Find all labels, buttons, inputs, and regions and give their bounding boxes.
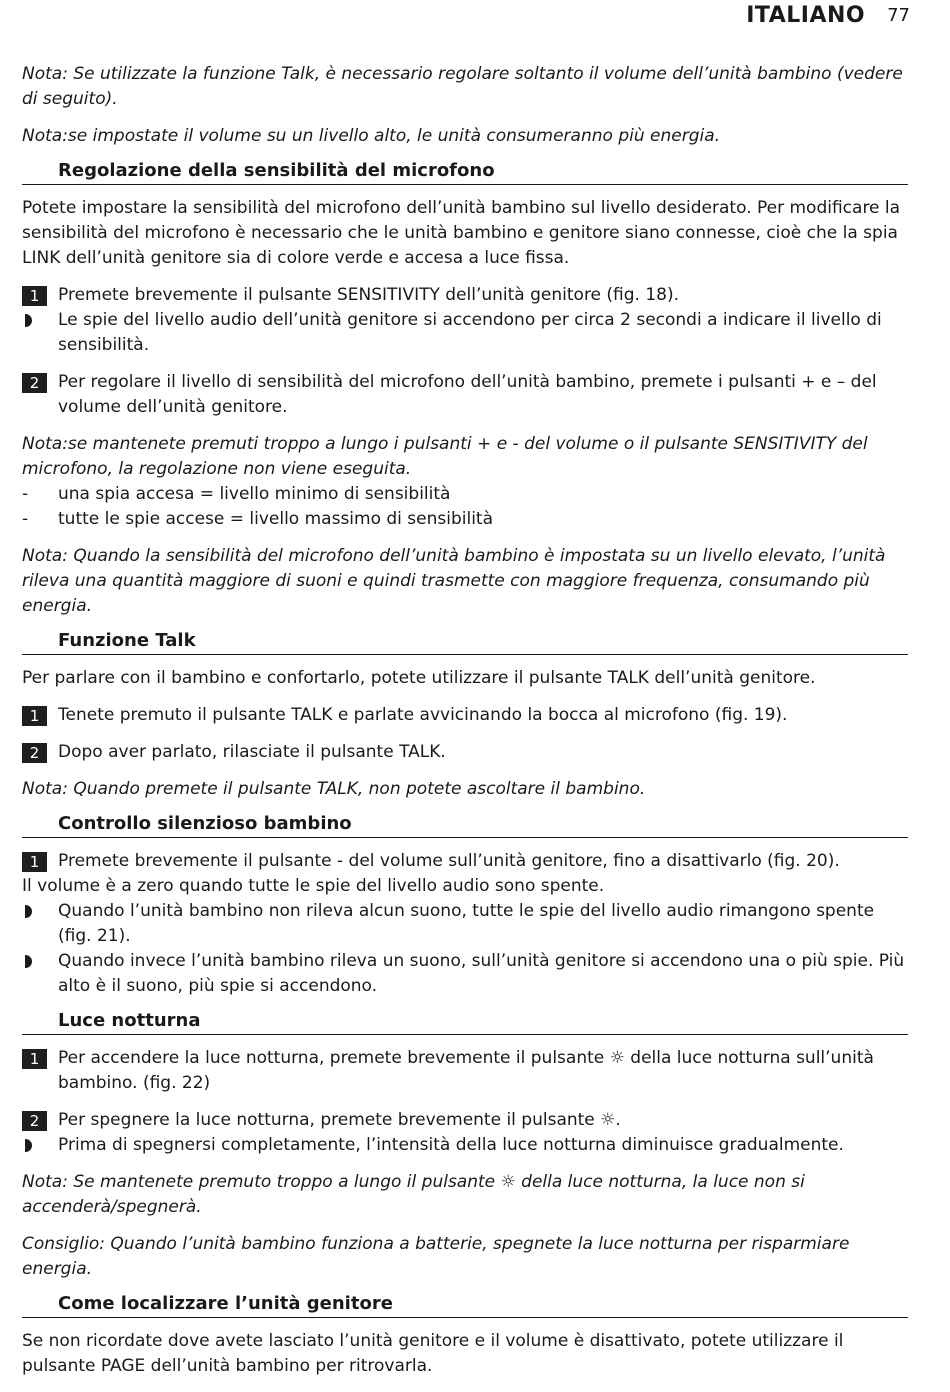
page-header [746, 0, 910, 30]
paragraph: Il volume è a zero quando tutte le spie del livello audio sono spente. [22, 876, 605, 896]
language-label: ITALIANO [746, 2, 866, 28]
item-text: una spia accesa = livello minimo di sensibilità [58, 484, 451, 504]
result-item [22, 949, 908, 999]
section-heading: Funzione Talk [22, 629, 908, 655]
page-content [22, 62, 908, 1379]
half-circle-bullet-icon [25, 314, 32, 327]
step-item [22, 703, 908, 728]
paragraph: Potete impostare la sensibilità del microfono dell’unità bambino sul livello desiderato. Per modificare la sensibilità del microfono è necessario che le unità bambino e genitore siano connesse, cioè che la spia LINK dell’unità genitore sia di colore verde e accesa a luce fissa. [22, 198, 901, 268]
section-heading: Controllo silenzioso bambino [22, 812, 908, 838]
note-text: Nota: Quando la sensibilità del microfono dell’unità bambino è impostata su un livello elevato, l’unità rileva una quantità maggiore di suoni e quindi trasmette con maggiore frequenza, consumando più energia. [22, 546, 886, 616]
step-number-badge: 2 [22, 743, 47, 763]
step-number-badge: 1 [22, 852, 47, 872]
half-circle-bullet-icon [25, 905, 32, 918]
note-text: Nota:se impostate il volume su un livello alto, le unità consumeranno più energia. [22, 126, 721, 146]
dash-bullet-icon: - [22, 509, 29, 529]
item-text: Premete brevemente il pulsante - del volume sull’unità genitore, fino a disattivarlo (fig. 20). [58, 851, 840, 871]
paragraph: Per parlare con il bambino e confortarlo, potete utilizzare il pulsante TALK dell’unità genitore. [22, 668, 816, 688]
item-text: Dopo aver parlato, rilasciate il pulsante TALK. [58, 742, 446, 762]
step-number-badge: 1 [22, 706, 47, 726]
half-circle-bullet-icon [25, 1139, 32, 1152]
item-text: Quando l’unità bambino non rileva alcun suono, tutte le spie del livello audio rimangono spente (fig. 21). [58, 901, 875, 946]
step-item [22, 1046, 908, 1096]
item-text: Tenete premuto il pulsante TALK e parlate avvicinando la bocca al microfono (fig. 19). [58, 705, 788, 725]
note-text: Consiglio: Quando l’unità bambino funziona a batterie, spegnete la luce notturna per risparmiare energia. [22, 1234, 850, 1279]
step-item [22, 849, 908, 874]
step-number-badge: 2 [22, 373, 47, 393]
step-item [22, 1108, 908, 1133]
note-text: Nota: Se utilizzate la funzione Talk, è necessario regolare soltanto il volume dell’unità bambino (vedere di seguito). [22, 64, 903, 109]
item-text: Premete brevemente il pulsante SENSITIVITY dell’unità genitore (fig. 18). [58, 285, 680, 305]
note-text: Nota: Quando premete il pulsante TALK, non potete ascoltare il bambino. [22, 779, 646, 799]
step-item [22, 370, 908, 420]
step-number-badge: 1 [22, 1049, 47, 1069]
dash-item [22, 482, 908, 507]
dash-bullet-icon: - [22, 484, 29, 504]
page-number: 77 [887, 4, 910, 26]
result-item [22, 308, 908, 358]
dash-item [22, 507, 908, 532]
note-text: Nota: Se mantenete premuto troppo a lungo il pulsante ☼ della luce notturna, la luce non si accenderà/spegnerà. [22, 1172, 805, 1217]
section-heading: Regolazione della sensibilità del microfono [22, 159, 908, 185]
item-text: Per spegnere la luce notturna, premete brevemente il pulsante ☼. [58, 1110, 621, 1130]
item-text: tutte le spie accese = livello massimo di sensibilità [58, 509, 494, 529]
item-text: Quando invece l’unità bambino rileva un suono, sull’unità genitore si accendono una o più spie. Più alto è il suono, più spie si accendono. [58, 951, 905, 996]
item-text: Per accendere la luce notturna, premete brevemente il pulsante ☼ della luce notturna sull’unità bambino. (fig. 22) [58, 1048, 874, 1093]
step-number-badge: 1 [22, 286, 47, 306]
step-item [22, 740, 908, 765]
item-text: Per regolare il livello di sensibilità del microfono dell’unità bambino, premete i pulsanti + e – del volume dell’unità genitore. [58, 372, 877, 417]
step-number-badge: 2 [22, 1111, 47, 1131]
step-item [22, 283, 908, 308]
item-text: Prima di spegnersi completamente, l’intensità della luce notturna diminuisce gradualmente. [58, 1135, 844, 1155]
result-item [22, 899, 908, 949]
item-text: Le spie del livello audio dell’unità genitore si accendono per circa 2 secondi a indicare il livello di sensibilità. [58, 310, 882, 355]
paragraph: Se non ricordate dove avete lasciato l’unità genitore e il volume è disattivato, potete utilizzare il pulsante PAGE dell’unità bambino per ritrovarla. [22, 1331, 844, 1376]
section-heading: Come localizzare l’unità genitore [22, 1292, 908, 1318]
note-text: Nota:se mantenete premuti troppo a lungo i pulsanti + e - del volume o il pulsante SENSITIVITY del microfono, la regolazione non viene eseguita. [22, 434, 868, 479]
result-item [22, 1133, 908, 1158]
half-circle-bullet-icon [25, 955, 32, 968]
section-heading: Luce notturna [22, 1009, 908, 1035]
